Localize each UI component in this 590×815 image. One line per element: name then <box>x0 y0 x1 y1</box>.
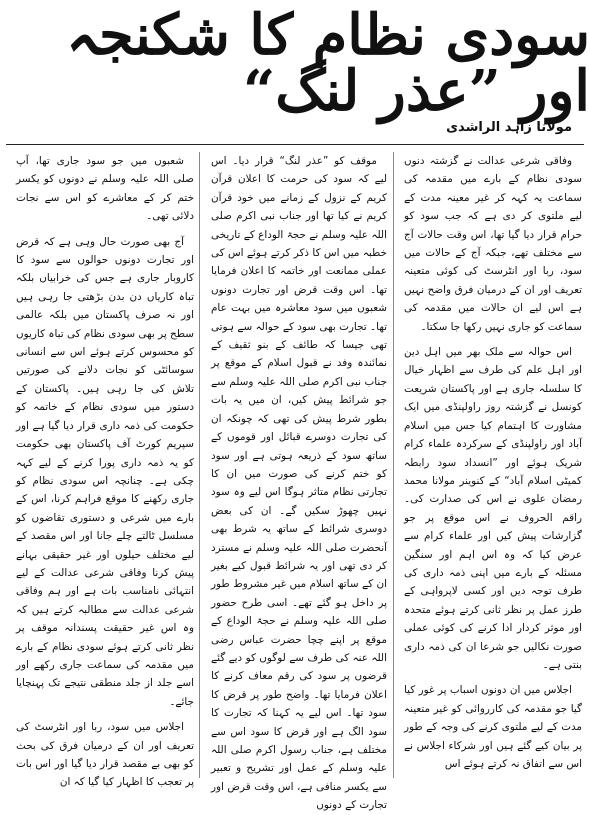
paragraph: اجلاس میں سود، ربا اور انٹرسٹ کی تعریف اور ان کے درمیان فرق کی بحث کو بھی بے مقصد قرار دیا گیا اور اس بات پر تعجب کا اظہار کیا گیا کہ ان <box>16 721 194 789</box>
paragraph: وفاقی شرعی عدالت نے گزشتہ دنوں سودی نظام کے بارے میں مقدمہ کی سماعت یہ کہہ کر غیر معینہ مدت کے لیے ملتوی کر دی ہے کہ جب سود کو حرام قرار دیا گیا تھا، اس وقت حالات آج سے مختلف تھے، جبکہ آج کے حالات میں سود، ربا اور انٹرسٹ کی کوئی متعینہ تعریف اور ان کے درمیان فرق واضح نہیں ہے اس لیے ان حالات میں مقدمہ کی سماعت کو جاری نہیں رکھا جا سکتا۔ <box>404 155 582 333</box>
paragraph: موقف کو ”عذر لنگ“ قرار دیا۔ اس لیے کہ سود کی حرمت کا اعلان قرآن کریم کے نزول کے زمانے میں خود قرآن کریم نے کیا تھا اور جناب نبی اکرم صلی اللہ علیہ وسلم نے حجۃ الوداع کے تاریخی خطبہ میں اس کا ذکر کرتے ہوئے اس کی عملی ممانعت اور خاتمہ کا اعلان فرمایا تھا۔ اس وقت قرض اور تجارت دونوں شعبوں میں سود معاشرہ میں بہت عام تھا۔ تجارت بھی سود کے حوالہ سے ہوتی تھی جیسا کہ طائف کے بنو ثقیف کے نمائندہ وفد نے قبول اسلام کے موقع پر جناب نبی اکرم صلی اللہ علیہ وسلم سے جو شرائط پیش کیں، ان میں یہ بات بطور شرط پیش کی تھی کہ چونکہ ان کی تجارت دوسرے قبائل اور قوموں کے ساتھ سود کے ذریعہ ہوتی ہے اور سود کو ختم کرنے کی صورت میں ان کا تجارتی نظام متاثر ہوگا اس لیے وہ سود نہیں چھوڑ سکیں گے۔ ان کی بعض دوسری شرائط کے ساتھ یہ شرط بھی آنحضرت صلی اللہ علیہ وسلم نے مسترد کر دی تھی اور یہ شرائط قبول کیے بغیر ان کے ساتھ اسلام میں غیر مشروط طور پر داخل ہو گئے تھے۔ اسی طرح حضور صلی اللہ علیہ وسلم نے حجۃ الوداع کے موقع پر اپنے چچا حضرت عباس رضی اللہ عنہ کی طرف سے لوگوں کو دیے گئے قرضوں پر سود کی رقم معاف کرنے کا اعلان فرمایا تھا۔ واضح طور پر قرض کا سود تھا۔ اس لیے یہ کہنا کہ تجارت کا سود الگ ہے اور قرض کا سود اس سے مختلف ہے، جناب رسول اکرم صلی اللہ علیہ وسلم کے عمل اور تشریح و تعبیر سے یکسر منافی ہے، اس وقت قرض اور تجارت کے دونوں <box>211 155 387 812</box>
column-divider <box>393 152 394 778</box>
header-divider <box>6 144 584 145</box>
article-column-middle <box>211 152 387 812</box>
article-column-right <box>404 152 582 782</box>
paragraph: اس حوالہ سے ملک بھر میں اہل دین اور اہل علم کی طرف سے اظہار خیال کا سلسلہ جاری ہے اور پاکستان شریعت کونسل نے گزشتہ روز راولپنڈی میں ایک مشاورت کا اہتمام کیا جس میں اسلام آباد اور راولپنڈی کے سرکردہ علماء کرام شریک ہوئے اور ”انسداد سود رابطہ کمیٹی اسلام آباد“ کے کنوینر مولانا محمد رمضان علوی نے اس کی صدارت کی۔ راقم الحروف نے اس موقع پر جو گزارشات پیش کیں اور علماء کرام سے عرض کیا کہ وہ اس اہم اور سنگین مسئلہ کے بارے میں اپنی ذمہ داری کی طرف توجہ دیں اور کسی لاپرواہی کے طرز عمل پر نظر ثانی کرتے ہوئے متحدہ اور موثر کردار ادا کرنے کی کوئی عملی صورت نکالیں جو شرعا ان کی ذمہ داری بنتی ہے۔ <box>404 346 582 671</box>
paragraph: اجلاس میں ان دونوں اسباب پر غور کیا گیا جو مقدمہ کی کارروائی کو غیر متعینہ مدت کے لیے ملتوی کرنے کی وجہ کے طور پر بیان کیے گئے ہیں اور شرکاء اجلاس نے اس سے اتفاق نہ کرتے ہوئے اس <box>404 684 582 770</box>
article-byline: مولانا زاہد الراشدی <box>446 120 572 135</box>
paragraph: آج بھی صورت حال وہی ہے کہ قرض اور تجارت دونوں حوالوں سے سود کا کاروبار جاری ہے جس کی خرابیاں بلکہ تباہ کاریاں دن بدن بڑھتی جا رہی ہیں اور نہ صرف پاکستان میں بلکہ عالمی سطح پر بھی سودی نظام کی تباہ کاریوں کو محسوس کرتے ہوئے اس سے انسانی سوسائٹی کو نجات دلانے کی صورتیں تلاش کی جا رہی ہیں۔ پاکستان کے دستور میں سودی نظام کے خاتمہ کو حکومت کی ذمہ داری قرار دیا گیا ہے اور سپریم کورٹ آف پاکستان بھی حکومت کو یہ ذمہ داری پورا کرنے کے لیے کہہ چکی ہے۔ چنانچہ اس سودی نظام کو جاری رکھنے کا موقع فراہم کرنا، اس کے بارے میں شرعی و دستوری تقاضوں کو مسلسل ٹالتے چلے جانا اور اس مقصد کے لیے مختلف حیلوں اور غیر حقیقی بہانے پیش کرنا وفاقی شرعی عدالت کے لیے انتہائی نامناسب بات ہے اور ہم وفاقی شرعی عدالت سے مطالبہ کرتے ہیں کہ وہ اس غیر حقیقت پسندانہ موقف پر نظر ثانی کرتے ہوئے سودی نظام کے بارے میں مقدمہ کی سماعت جاری رکھے اور اسے جلد از جلد منطقی نتیجے تک پہنچایا جائے۔ <box>16 235 194 708</box>
column-divider <box>199 152 200 778</box>
paragraph: شعبوں میں جو سود جاری تھا، آپ صلی اللہ علیہ وسلم نے دونوں کو یکسر ختم کر کے معاشرے کو اس سے نجات دلائی تھی۔ <box>16 155 194 223</box>
article-headline: سودی نظام کا شکنجہ اور ”عذر لنگ“ <box>66 2 590 124</box>
article-column-left <box>16 152 194 789</box>
